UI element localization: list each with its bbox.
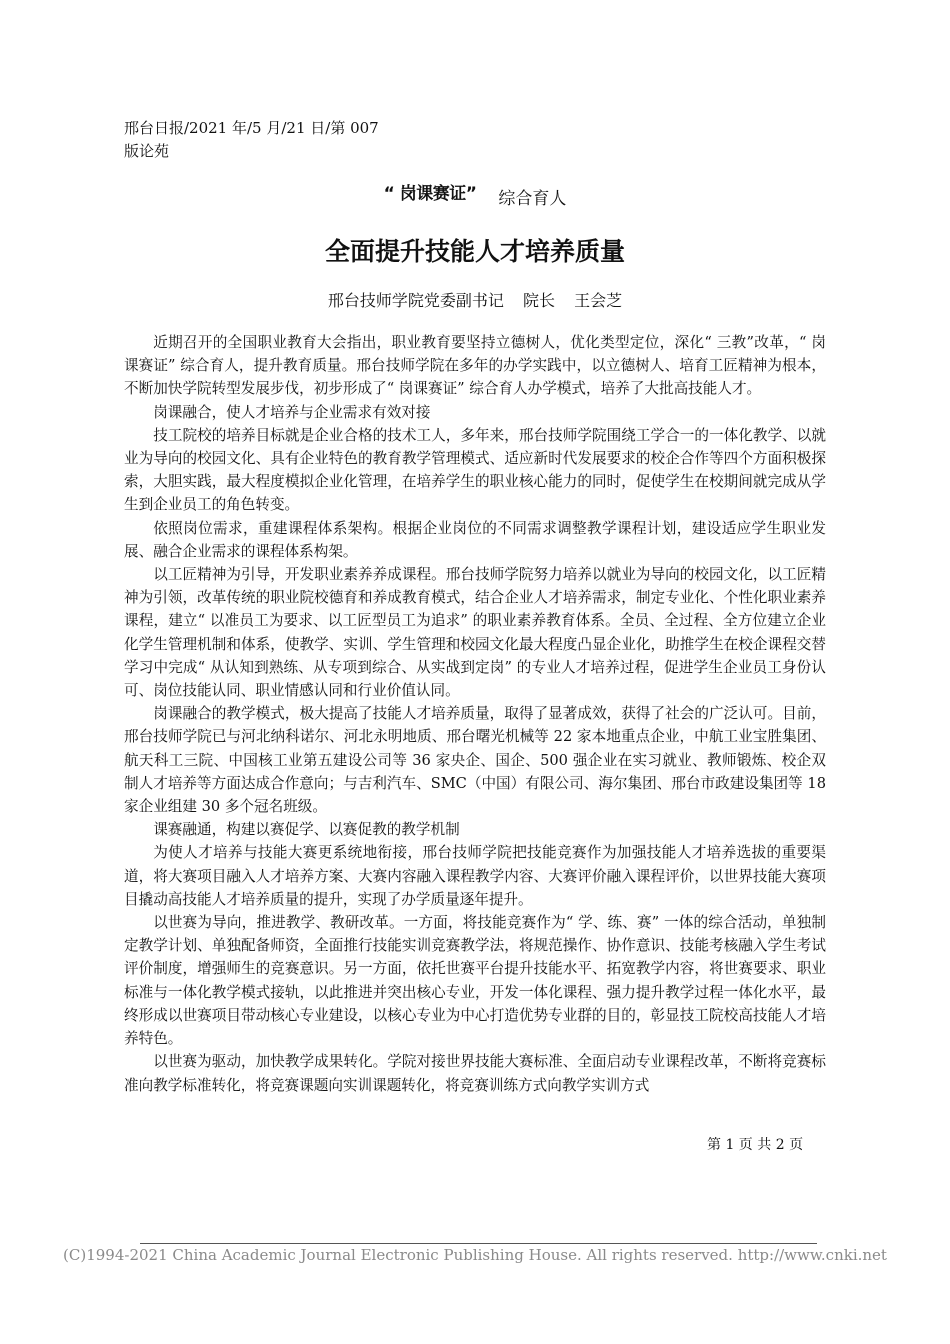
paragraph: 近期召开的全国职业教育大会指出，职业教育要坚持立德树人，优化类型定位，深化“ 三教”改革，“ 岗课赛证” 综合育人，提升教育质量。邢台技师学院在多年的办学实践中，以立德树人、培育工匠精神为根本，不断加快学院转型发展步伐，初步形成了“ 岗课赛证” 综合育人办学模式，培养了大批高技能人才。 [124,334,826,398]
paragraph: 以世赛为导向，推进教学、教研改革。一方面，将技能竞赛作为“ 学、练、赛” 一体的综合活动，单独制定教学计划、单独配备师资，全面推行技能实训竞赛教学法，将规范操作、协作意识、技能考核融入学生考试评价制度，增强师生的竞赛意识。另一方面，依托世赛平台提升技能水平、拓宽教学内容，将世赛要求、职业标准与一体化教学模式接轨，以此推进并突出核心专业，开发一体化课程、强力提升教学过程一体化水平，最终形成以世赛项目带动核心专业建设，以核心专业为中心打造优势专业群的目的，彰显技工院校高技能人才培养特色。 [124,914,826,1048]
paragraph: 以世赛为驱动，加快教学成果转化。学院对接世界技能大赛标准、全面启动专业课程改革，不断将竞赛标准向教学标准转化，将竞赛课题向实训课题转化，将竞赛训练方式向教学实训方式 [124,1053,826,1094]
article-header [124,117,379,163]
article-body [124,331,826,1097]
copyright-footer: (C)1994-2021 China Academic Journal Electronic Publishing House. All rights reserved. http://www.cnki.net [63,1246,887,1264]
source-line: 邢台日报/2021 年/5 月/21 日/第 007 [124,119,379,137]
paragraph: 为使人才培养与技能大赛更系统地衔接，邢台技师学院把技能竞赛作为加强技能人才培养选拔的重要渠道，将大赛项目融入人才培养方案、大赛内容融入课程教学内容、大赛评价融入课程评价，以世界技能大赛项目撬动高技能人才培养质量的提升，实现了办学质量逐年提升。 [124,844,826,908]
page-number: 第 1 页 共 2 页 [707,1137,804,1153]
paragraph: 依照岗位需求，重建课程体系架构。根据企业岗位的不同需求调整教学课程计划，建设适应学生职业发展、融合企业需求的课程体系构架。 [124,519,826,560]
subtitle-quoted: “ 岗课赛证” [383,184,477,204]
author-line: 邢台技师学院党委副书记 院长 王会芝 [327,291,623,310]
paragraph: 以工匠精神为引导，开发职业素养养成课程。邢台技师学院努力培养以就业为导向的校园文化，以工匠精神为引领，改革传统的职业院校德育和养成教育模式，结合企业人才培养需求，制定专业化、个性化职业素养课程，建立“ 以准员工为要求、以工匠型员工为追求” 的职业素养教育体系。全员、全过程、全方位建立企业化学生管理机制和体系，使教学、实训、学生管理和校园文化最大程度凸显企业化，助推学生在校企课程交替学习中完成“ 从认知到熟练、从专项到综合、从实战到定岗” 的专业人才培养过程，促进学生企业员工身份认可、岗位技能认同、职业情感认同和行业价值认同。 [124,566,826,700]
subtitle [0,184,950,209]
paragraph: 岗课融合的教学模式，极大提高了技能人才培养质量，取得了显著成效，获得了社会的广泛认可。目前，邢台技师学院已与河北纳科诺尔、河北永明地质、邢台曙光机械等 22 家本地重点企业，中航工业宝胜集团、航天科工三院、中国核工业第五建设公司等 36 家央企、国企、500 强企业在实习就业、教师锻炼、校企双制人才培养等方面达成合作意向；与吉利汽车、SMC（中国）有限公司、海尔集团、邢台市政建设集团等 18 家企业组建 30 多个冠名班级。 [124,705,826,816]
page-title: 全面提升技能人才培养质量 [324,237,625,266]
footer-divider [140,1243,817,1244]
section-line: 版论苑 [124,142,170,160]
paragraph: 技工院校的培养目标就是企业合格的技术工人，多年来，邢台技师学院围绕工学合一的一体化教学、以就业为导向的校园文化、具有企业特色的教育教学管理模式、适应新时代发展要求的校企合作等四个方面积极探索，大胆实践，最大程度模拟企业化管理，在培养学生的职业核心能力的同时，促使学生在校期间就完成从学生到企业员工的角色转变。 [124,426,826,514]
section-heading: 课赛融通，构建以赛促学、以赛促教的教学机制 [153,821,460,839]
subtitle-rest: 综合育人 [498,189,567,209]
section-heading: 岗课融合，使人才培养与企业需求有效对接 [153,403,431,421]
